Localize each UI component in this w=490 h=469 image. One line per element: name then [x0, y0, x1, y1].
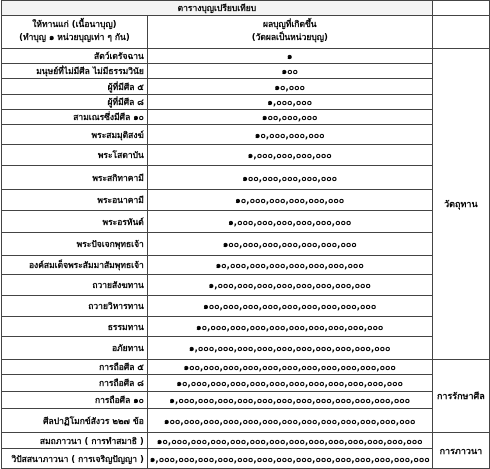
table-row: [2, 392, 490, 409]
recipient-cell: ผู้ที่มีศีล ๘: [2, 95, 148, 110]
result-cell: ๑,๐๐๐,๐๐๐,๐๐๐,๐๐๐,๐๐๐,๐๐๐,๐๐๐,๐๐๐,๐๐๐,๐๐๐,๐๐๐,๐๐๐: [147, 392, 432, 409]
result-cell: ๑๐๐,๐๐๐,๐๐๐,๐๐๐,๐๐๐,๐๐๐,๐๐๐,๐๐๐,๐๐๐,๐๐๐,๐๐๐: [147, 360, 432, 375]
result-cell: ๑,๐๐๐,๐๐๐: [147, 95, 432, 110]
result-cell: ๑๐๐: [147, 64, 432, 79]
table-row: [2, 317, 490, 337]
result-cell: ๑,๐๐๐,๐๐๐,๐๐๐,๐๐๐,๐๐๐,๐๐๐,๐๐๐,๐๐๐,๐๐๐,๐๐๐: [147, 337, 432, 360]
recipient-cell: สัตว์เดรัจฉาน: [2, 49, 148, 64]
table-row: [2, 233, 490, 256]
table-row: [2, 64, 490, 79]
recipient-cell: สมถภาวนา ( การทำสมาธิ ): [2, 433, 148, 449]
recipient-cell: มนุษย์ที่ไม่มีศีล ไม่มีธรรมวินัย: [2, 64, 148, 79]
header-result-line1: ผลบุญที่เกิดขึ้น: [262, 20, 317, 30]
table-row: [2, 449, 490, 469]
recipient-cell: พระปัจเจกพุทธเจ้า: [2, 233, 148, 256]
recipient-cell: สามเณรซึ่งมีศีล ๑๐: [2, 110, 148, 125]
recipient-cell: พระสกิทาคามี: [2, 166, 148, 190]
group-label-cell: การรักษาศีล: [432, 360, 489, 433]
recipient-cell: การถือศีล ๕: [2, 360, 148, 375]
table-title: ตารางบุญเปรียบเทียบ: [2, 1, 433, 16]
result-cell: ๑๐,๐๐๐,๐๐๐,๐๐๐,๐๐๐,๐๐๐,๐๐๐,๐๐๐,๐๐๐,๐๐๐: [147, 317, 432, 337]
title-blank-cell: [432, 1, 489, 16]
table-row: [2, 360, 490, 375]
header-recipient-line2: (ทำบุญ ๑ หน่วยบุญเท่า ๆ กัน): [19, 33, 130, 43]
table-row: [2, 256, 490, 275]
recipient-cell: พระโสดาบัน: [2, 145, 148, 166]
table-row: [2, 110, 490, 125]
group-label-cell: การภาวนา: [432, 433, 489, 469]
table-row: [2, 337, 490, 360]
recipient-cell: การถือศีล ๘: [2, 375, 148, 392]
header-recipient-line1: ให้ทานแก่ (เนื้อนาบุญ): [32, 20, 117, 30]
result-cell: ๑๐๐,๐๐๐,๐๐๐,๐๐๐,๐๐๐: [147, 166, 432, 190]
recipient-cell: ถวายวิหารทาน: [2, 296, 148, 317]
recipient-cell: ธรรมทาน: [2, 317, 148, 337]
table-row: [2, 211, 490, 233]
table-row: [2, 95, 490, 110]
table-row: [2, 79, 490, 95]
table-row: [2, 409, 490, 433]
result-cell: ๑๐๐,๐๐๐,๐๐๐,๐๐๐,๐๐๐,๐๐๐,๐๐๐,๐๐๐,๐๐๐,๐๐๐,๐๐๐,๐๐๐,๐๐๐: [147, 409, 432, 433]
recipient-cell: พระสมมุติสงฆ์: [2, 125, 148, 145]
group-label-cell: วัตถุทาน: [432, 49, 489, 360]
table-row: [2, 275, 490, 296]
table-row: [2, 166, 490, 190]
table-body: [2, 49, 490, 469]
recipient-cell: พระอรหันต์: [2, 211, 148, 233]
merit-comparison-table: [1, 0, 490, 469]
recipient-cell: การถือศีล ๑๐: [2, 392, 148, 409]
header-result-line2: (วัดผลเป็นหน่วยบุญ): [251, 33, 328, 43]
result-cell: ๑๐,๐๐๐,๐๐๐,๐๐๐,๐๐๐,๐๐๐,๐๐๐,๐๐๐,๐๐๐,๐๐๐,๐๐๐,๐๐๐: [147, 375, 432, 392]
table-row: [2, 125, 490, 145]
result-cell: ๑๐,๐๐๐,๐๐๐,๐๐๐: [147, 125, 432, 145]
recipient-cell: พระอนาคามี: [2, 190, 148, 211]
recipient-cell: อภัยทาน: [2, 337, 148, 360]
table-row: [2, 375, 490, 392]
result-cell: ๑๐,๐๐๐,๐๐๐,๐๐๐,๐๐๐,๐๐๐: [147, 190, 432, 211]
table-row: [2, 49, 490, 64]
recipient-cell: วิปัสสนาภาวนา ( การเจริญปัญญา ): [2, 449, 148, 469]
result-cell: ๑๐,๐๐๐,๐๐๐,๐๐๐,๐๐๐,๐๐๐,๐๐๐,๐๐๐,๐๐๐,๐๐๐,๐๐๐,๐๐๐,๐๐๐,๐๐๐: [147, 433, 432, 449]
result-cell: ๑,๐๐๐,๐๐๐,๐๐๐,๐๐๐,๐๐๐,๐๐๐,๐๐๐,๐๐๐,๐๐๐,๐๐๐,๐๐๐,๐๐๐,๐๐๐,๐๐๐: [147, 449, 432, 469]
recipient-cell: องค์สมเด็จพระสัมมาสัมพุทธเจ้า: [2, 256, 148, 275]
recipient-cell: ศีลปาฏิโมกข์สังวร ๒๒๗ ข้อ: [2, 409, 148, 433]
header-result: [147, 16, 432, 49]
result-cell: ๑: [147, 49, 432, 64]
table-row: [2, 190, 490, 211]
table-row: [2, 145, 490, 166]
result-cell: ๑๐,๐๐๐,๐๐๐,๐๐๐,๐๐๐,๐๐๐,๐๐๐,๐๐๐: [147, 256, 432, 275]
result-cell: ๑,๐๐๐,๐๐๐,๐๐๐,๐๐๐,๐๐๐,๐๐๐,๐๐๐,๐๐๐: [147, 275, 432, 296]
table-title-row: [2, 1, 490, 16]
table-row: [2, 433, 490, 449]
result-cell: ๑,๐๐๐,๐๐๐,๐๐๐,๐๐๐,๐๐๐,๐๐๐: [147, 211, 432, 233]
result-cell: ๑๐,๐๐๐: [147, 79, 432, 95]
recipient-cell: ถวายสังฆทาน: [2, 275, 148, 296]
result-cell: ๑๐๐,๐๐๐,๐๐๐,๐๐๐,๐๐๐,๐๐๐,๐๐๐: [147, 233, 432, 256]
header-blank-cell: [432, 16, 489, 49]
result-cell: ๑๐๐,๐๐๐,๐๐๐,๐๐๐,๐๐๐,๐๐๐,๐๐๐,๐๐๐,๐๐๐: [147, 296, 432, 317]
result-cell: ๑๐๐,๐๐๐,๐๐๐: [147, 110, 432, 125]
result-cell: ๑,๐๐๐,๐๐๐,๐๐๐,๐๐๐: [147, 145, 432, 166]
header-recipient: [2, 16, 148, 49]
table-header-row: [2, 16, 490, 49]
table-row: [2, 296, 490, 317]
recipient-cell: ผู้ที่มีศีล ๕: [2, 79, 148, 95]
